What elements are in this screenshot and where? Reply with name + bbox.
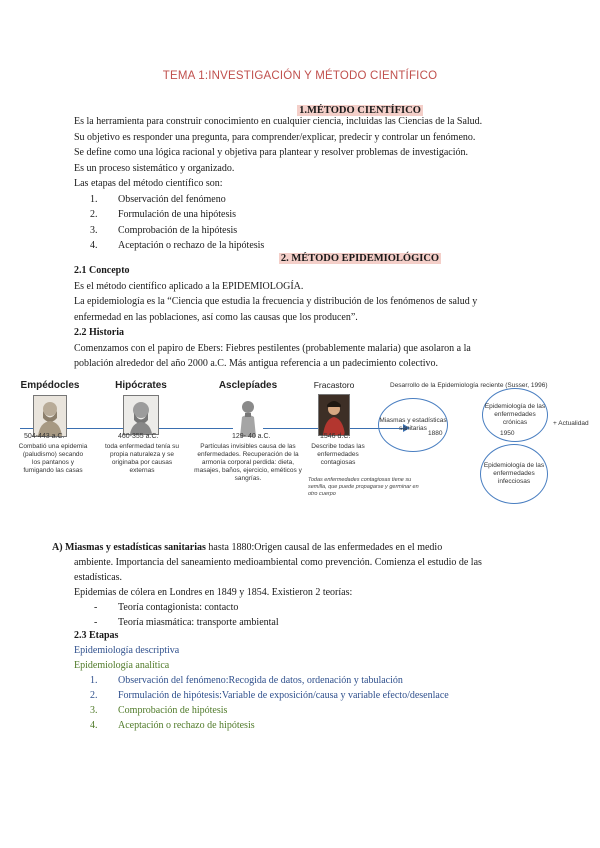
list-text: Formulación de una hipótesis	[118, 209, 237, 220]
circle-chronic	[482, 388, 548, 442]
section2-heading: 2. MÉTODO EPIDEMIOLÓGICO	[280, 253, 440, 264]
text-line: Comenzamos con el papiro de Ebers: Fiebres pestilentes (probablemente malaria) que asolaron a la	[74, 342, 471, 354]
list-number: 3.	[90, 705, 98, 716]
person-description: Describe todas las enfermedades contagiosas	[311, 443, 365, 466]
section-a-line1: hasta 1880:Origen causal de las enfermedades en el medio	[205, 542, 443, 553]
asclepiades-portrait-icon	[233, 395, 263, 437]
circle-label: Epidemiología de las enfermedades crónicas	[484, 403, 546, 426]
circle-miasmas	[378, 398, 448, 452]
person-fracastoro	[310, 380, 358, 441]
list-number: 3.	[90, 224, 98, 236]
fracastoro-note: Todas enfermedades contagiosas tiene su semilla, que puede propagarse y germinar en otro cuerpo	[308, 477, 419, 497]
descriptive-epidemiology: Epidemiología descriptiva	[74, 645, 180, 656]
list-item	[74, 718, 544, 733]
section2-body	[74, 263, 534, 372]
page-title: TEMA 1:INVESTIGACIÓN Y MÉTODO CIENTÍFICO	[162, 70, 438, 82]
analytic-epidemiology: Epidemiología analítica	[74, 660, 170, 671]
circle-label: Miasmas y estadísticas sanitarias	[379, 417, 447, 432]
list-number: 1.	[90, 675, 98, 686]
concept-heading: 2.1 Concepto	[74, 265, 130, 276]
list-item	[74, 223, 534, 239]
list-item	[74, 673, 544, 688]
list-text: Comprobación de hipótesis	[118, 705, 228, 716]
person-name: Fracastoro	[313, 380, 355, 390]
theories-list	[52, 600, 542, 630]
hipocrates-portrait-icon	[123, 395, 159, 435]
person-date: 504-443 a.C.	[24, 433, 65, 440]
epidemiology-steps	[74, 673, 544, 733]
history-heading: 2.2 Historia	[74, 327, 124, 338]
section-a	[52, 540, 542, 630]
list-text: Comprobación de la hipótesis	[118, 224, 238, 236]
text-line: Es un proceso sistemático y organizado.	[74, 162, 235, 174]
section-23	[74, 628, 544, 733]
person-name: Empédocles	[20, 380, 80, 391]
list-text: Aceptación o rechazo de hipótesis	[118, 720, 255, 731]
text-line: Es el método científico aplicado a la EPIDEMIOLOGÍA.	[74, 280, 304, 292]
year-1950: 1950	[500, 430, 515, 437]
text-line: La epidemiología es la “Ciencia que estudia la frecuencia y distribución de los fenómenos de salud y	[74, 296, 478, 307]
empedocles-portrait-icon	[33, 395, 67, 437]
recent-epidemiology-heading: Desarrollo de la Epidemiología reciente (Susser, 1996)	[390, 382, 548, 389]
text-line: Es la herramienta para construir conocimiento en cualquier ciencia, incluidas las Ciencias de la Salud.	[74, 116, 483, 127]
section-a-label: A) Miasmas y estadísticas sanitarias	[52, 542, 206, 553]
list-item	[74, 703, 544, 718]
text-line	[52, 540, 542, 555]
text-line: enfermedad en las poblaciones, así como las causas que los producen”.	[74, 311, 358, 323]
text-line: Epidemias de cólera en Londres en 1849 y 1854. Existieron 2 teorías:	[74, 587, 353, 598]
list-text: Formulación de hipótesis:Variable de exposición/causa y variable efecto/desenlace	[118, 690, 449, 701]
text-line: Su objetivo es responder una pregunta, para comprender/explicar, predecir y controlar un fenómeno.	[74, 131, 476, 143]
epidemiology-history-timeline	[18, 376, 588, 526]
list-text: Observación del fenómeno	[118, 193, 226, 205]
person-date: 129- 40 a.C.	[232, 433, 271, 440]
year-1880: 1880	[428, 430, 443, 437]
circle-label: Epidemiología de las enfermedades infecciosas	[483, 462, 545, 485]
fracastoro-portrait-icon	[318, 394, 350, 436]
etapas-heading: 2.3 Etapas	[74, 630, 119, 641]
text-line: ambiente. Importancia del saneamiento medioambiental como prevención. Comienza el estudio de las	[74, 557, 482, 568]
text-line: estadísticas.	[74, 572, 123, 583]
list-text: Aceptación o rechazo de la hipótesis	[118, 240, 265, 251]
text-line: Las etapas del método científico son:	[74, 178, 223, 189]
circle-infectious	[480, 444, 548, 504]
list-item	[74, 207, 534, 223]
list-number: 4.	[90, 720, 98, 731]
text-line: Se define como una lógica racional y objetiva para plantear y resolver problemas de investigación.	[74, 147, 469, 158]
section1-heading: 1.MÉTODO CIENTÍFICO	[299, 105, 421, 116]
list-item	[74, 192, 534, 208]
list-item: - Teoría contagionista: contacto	[74, 600, 542, 615]
list-item: - Teoría miasmática: transporte ambiental	[74, 615, 542, 630]
list-text: Observación del fenómeno:Recogida de datos, ordenación y tabulación	[118, 675, 403, 686]
person-description: Partículas invisibles causa de las enfermedades. Recuperación de la armonía corporal perdida: dieta, masajes, baños, ejercicio, eméticos y sangrías.	[194, 443, 302, 482]
list-number: 2.	[90, 690, 98, 701]
section1-body	[74, 114, 534, 254]
person-hipocrates	[106, 380, 176, 440]
person-date: 1546 d.C.	[320, 433, 351, 440]
actualidad-label: + Actualidad	[553, 420, 589, 427]
person-name: Asclepíades	[218, 380, 278, 391]
list-number: 1.	[90, 193, 98, 205]
person-name: Hipócrates	[115, 380, 167, 391]
scientific-method-steps	[74, 192, 534, 254]
person-description: toda enfermedad tenía su propia naturaleza y se originaba por causas externas	[104, 443, 180, 474]
text-line: población alrededor del año 2000 a.C. Más antigua referencia a un padecimiento colectivo.	[74, 358, 439, 369]
list-number: 2.	[90, 209, 98, 220]
person-date: 460-355 a.C.	[118, 433, 159, 440]
list-item	[74, 688, 544, 703]
person-description: Combatió una epidemia (paludismo) secando los pantanos y fumigando las casas	[18, 443, 88, 474]
list-number: 4.	[90, 240, 98, 251]
